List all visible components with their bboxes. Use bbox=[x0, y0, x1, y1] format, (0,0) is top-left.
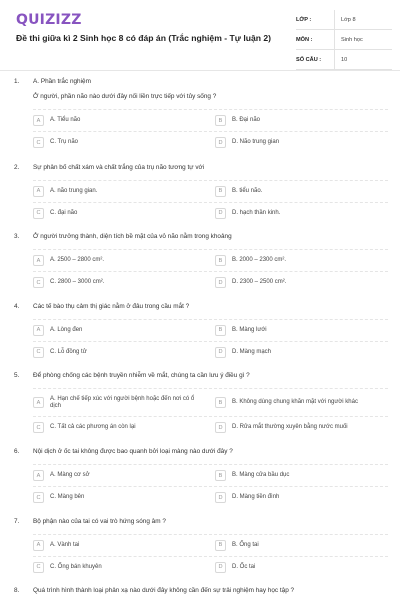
option-letter: D bbox=[215, 277, 226, 288]
option-letter: D bbox=[215, 562, 226, 573]
meta-label: SỐ CÂU : bbox=[296, 56, 322, 63]
option-text: B. 2000 – 2300 cm². bbox=[232, 257, 287, 263]
option-text: B. Màng cửa bầu dục bbox=[232, 472, 290, 478]
options bbox=[33, 534, 388, 578]
option-letter: D bbox=[215, 208, 226, 219]
option-letter: D bbox=[215, 422, 226, 433]
option-letter: A bbox=[33, 540, 44, 551]
option-row bbox=[33, 319, 388, 341]
option-text: A. Lòng đen bbox=[50, 326, 83, 333]
question-6 bbox=[0, 448, 400, 518]
option-text: C. Màng bên bbox=[50, 494, 85, 500]
option-text: C. Tất cả các phương án còn lại bbox=[50, 424, 136, 430]
option-row bbox=[33, 271, 388, 293]
question-prompt: Quá trình hình thành loại phản xạ nào dưới đây không cần đến sự trải nghiệm hay học tập ? bbox=[33, 587, 295, 594]
option-b[interactable] bbox=[215, 320, 388, 341]
question-3 bbox=[0, 233, 400, 303]
option-text: D. 2300 – 2500 cm². bbox=[232, 279, 287, 285]
meta-row-subject bbox=[296, 30, 392, 50]
option-text: A. 2500 – 2800 cm². bbox=[50, 257, 105, 263]
option-text: D. Ốc tai bbox=[232, 563, 256, 570]
question-text bbox=[33, 78, 388, 101]
meta-value: Sinh học bbox=[334, 30, 392, 49]
option-text: B. Màng lưới bbox=[232, 326, 267, 333]
option-row bbox=[33, 464, 388, 486]
option-row bbox=[33, 180, 388, 202]
option-b[interactable] bbox=[215, 181, 388, 202]
option-text: D. Não trung gian bbox=[232, 139, 280, 145]
option-letter: C bbox=[33, 137, 44, 148]
option-letter: C bbox=[33, 562, 44, 573]
option-d[interactable] bbox=[215, 487, 388, 508]
option-row bbox=[33, 486, 388, 508]
option-letter: A bbox=[33, 325, 44, 336]
page-title: Đề thi giữa kì 2 Sinh học 8 có đáp án (Trắc nghiệm - Tự luận 2) bbox=[16, 33, 272, 43]
question-number: 2. bbox=[14, 163, 20, 171]
question-prompt: Các tế bào thụ cảm thị giác nằm ở đâu trong cầu mắt ? bbox=[33, 302, 190, 310]
option-row bbox=[33, 131, 388, 153]
option-d[interactable] bbox=[215, 342, 388, 363]
question-number: 7. bbox=[14, 517, 20, 525]
option-row bbox=[33, 388, 388, 416]
option-a[interactable] bbox=[33, 465, 215, 486]
question-7 bbox=[0, 518, 400, 588]
option-row bbox=[33, 109, 388, 131]
question-5 bbox=[0, 372, 400, 448]
options bbox=[33, 464, 388, 508]
question-number: 4. bbox=[14, 302, 20, 310]
option-letter: B bbox=[215, 115, 226, 126]
option-d[interactable] bbox=[215, 557, 388, 578]
meta-row-count bbox=[296, 50, 392, 70]
option-letter: C bbox=[33, 277, 44, 288]
option-letter: B bbox=[215, 186, 226, 197]
option-b[interactable] bbox=[215, 389, 388, 416]
option-text: C. Trụ não bbox=[50, 139, 79, 145]
option-text: A. Màng cơ sở bbox=[50, 472, 90, 478]
option-c[interactable] bbox=[33, 132, 215, 153]
option-letter: D bbox=[215, 137, 226, 148]
section-heading: A. Phần trắc nghiệm bbox=[33, 78, 91, 85]
question-number: 8. bbox=[14, 587, 20, 594]
option-b[interactable] bbox=[215, 250, 388, 271]
meta-label: MÔN : bbox=[296, 36, 313, 43]
option-letter: C bbox=[33, 422, 44, 433]
option-a[interactable] bbox=[33, 250, 215, 271]
question-4 bbox=[0, 303, 400, 373]
meta-value: Lớp 8 bbox=[334, 10, 392, 29]
option-letter: B bbox=[215, 540, 226, 551]
option-c[interactable] bbox=[33, 203, 215, 224]
option-d[interactable] bbox=[215, 132, 388, 153]
option-text: B. tiểu não. bbox=[232, 187, 263, 194]
option-letter: B bbox=[215, 397, 226, 408]
option-row bbox=[33, 534, 388, 556]
question-number: 1. bbox=[14, 78, 20, 85]
option-c[interactable] bbox=[33, 272, 215, 293]
options bbox=[33, 180, 388, 224]
option-text: D. hạch thần kinh. bbox=[232, 209, 281, 216]
option-row bbox=[33, 202, 388, 224]
option-row bbox=[33, 249, 388, 271]
option-letter: C bbox=[33, 208, 44, 219]
option-letter: A bbox=[33, 115, 44, 126]
option-c[interactable] bbox=[33, 342, 215, 363]
options bbox=[33, 249, 388, 293]
option-d[interactable] bbox=[215, 417, 388, 438]
option-text: A. não trung gian. bbox=[50, 187, 98, 194]
option-letter: A bbox=[33, 470, 44, 481]
question-prompt: Nội dịch ở ốc tai không được bao quanh bởi loại màng nào dưới đây ? bbox=[33, 448, 233, 455]
option-text: D. Màng tiền đình bbox=[232, 494, 280, 500]
option-text: C. đại não bbox=[50, 209, 78, 216]
question-8 bbox=[0, 587, 400, 600]
question-prompt: Ở người, phần não nào dưới đây nối liền trực tiếp với tủy sống ? bbox=[33, 93, 217, 100]
option-text: B. Ống tai bbox=[232, 541, 259, 548]
option-text: B. Đại não bbox=[232, 117, 261, 123]
option-text: A. Tiểu não bbox=[50, 117, 81, 123]
question-number: 5. bbox=[14, 372, 20, 379]
option-letter: C bbox=[33, 492, 44, 503]
meta-row-class bbox=[296, 10, 392, 30]
option-a[interactable] bbox=[33, 389, 215, 416]
option-a[interactable] bbox=[33, 320, 215, 341]
options bbox=[33, 319, 388, 363]
question-prompt: Để phòng chống các bệnh truyền nhiễm về mắt, chúng ta cần lưu ý điều gì ? bbox=[33, 372, 250, 379]
question-number: 6. bbox=[14, 448, 20, 455]
option-letter: A bbox=[33, 397, 44, 408]
option-a[interactable] bbox=[33, 181, 215, 202]
option-b[interactable] bbox=[215, 465, 388, 486]
option-text: C. Ống bán khuyên bbox=[50, 563, 102, 570]
question-prompt: Ở người trưởng thành, diện tích bề mặt của vỏ não nằm trong khoảng bbox=[33, 233, 232, 240]
option-text: A. Vành tai bbox=[50, 541, 80, 548]
option-text: C. 2800 – 3000 cm². bbox=[50, 279, 105, 285]
question-number: 3. bbox=[14, 233, 20, 240]
option-text: D. Rửa mắt thường xuyên bằng nước muối bbox=[232, 424, 348, 430]
option-b[interactable] bbox=[215, 110, 388, 131]
option-letter: B bbox=[215, 470, 226, 481]
option-a[interactable] bbox=[33, 110, 215, 131]
option-text: C. Lỗ đồng tử bbox=[50, 348, 87, 355]
options bbox=[33, 388, 388, 438]
header-divider bbox=[0, 70, 400, 71]
options bbox=[33, 109, 388, 153]
question-prompt: Sự phân bố chất xám và chất trắng của trụ não tương tự với bbox=[33, 163, 205, 171]
option-text: A. Hạn chế tiếp xúc với người bệnh hoặc đến nơi có ổ dịch bbox=[50, 395, 195, 409]
option-row bbox=[33, 556, 388, 578]
option-letter: C bbox=[33, 347, 44, 358]
option-c[interactable] bbox=[33, 487, 215, 508]
option-text: B. Không dùng chung khăn mặt với người khác bbox=[232, 399, 358, 405]
meta-label: LỚP : bbox=[296, 16, 312, 23]
question-list bbox=[0, 78, 400, 600]
meta-table bbox=[296, 10, 392, 70]
option-d[interactable] bbox=[215, 203, 388, 224]
option-letter: A bbox=[33, 186, 44, 197]
option-b[interactable] bbox=[215, 535, 388, 556]
question-2 bbox=[0, 164, 400, 234]
question-1 bbox=[0, 78, 400, 148]
option-letter: D bbox=[215, 347, 226, 358]
option-letter: B bbox=[215, 255, 226, 266]
option-letter: A bbox=[33, 255, 44, 266]
question-prompt: Bộ phận nào của tai có vai trò hứng sóng âm ? bbox=[33, 517, 166, 525]
quizizz-logo: QUIZIZZ bbox=[16, 12, 82, 28]
option-letter: D bbox=[215, 492, 226, 503]
option-text: D. Màng mạch bbox=[232, 348, 272, 355]
option-a[interactable] bbox=[33, 535, 215, 556]
meta-value: 10 bbox=[334, 50, 392, 69]
option-row bbox=[33, 341, 388, 363]
option-letter: B bbox=[215, 325, 226, 336]
option-row bbox=[33, 416, 388, 438]
worksheet-header bbox=[0, 0, 400, 68]
option-c[interactable] bbox=[33, 417, 215, 438]
option-d[interactable] bbox=[215, 272, 388, 293]
option-c[interactable] bbox=[33, 557, 215, 578]
